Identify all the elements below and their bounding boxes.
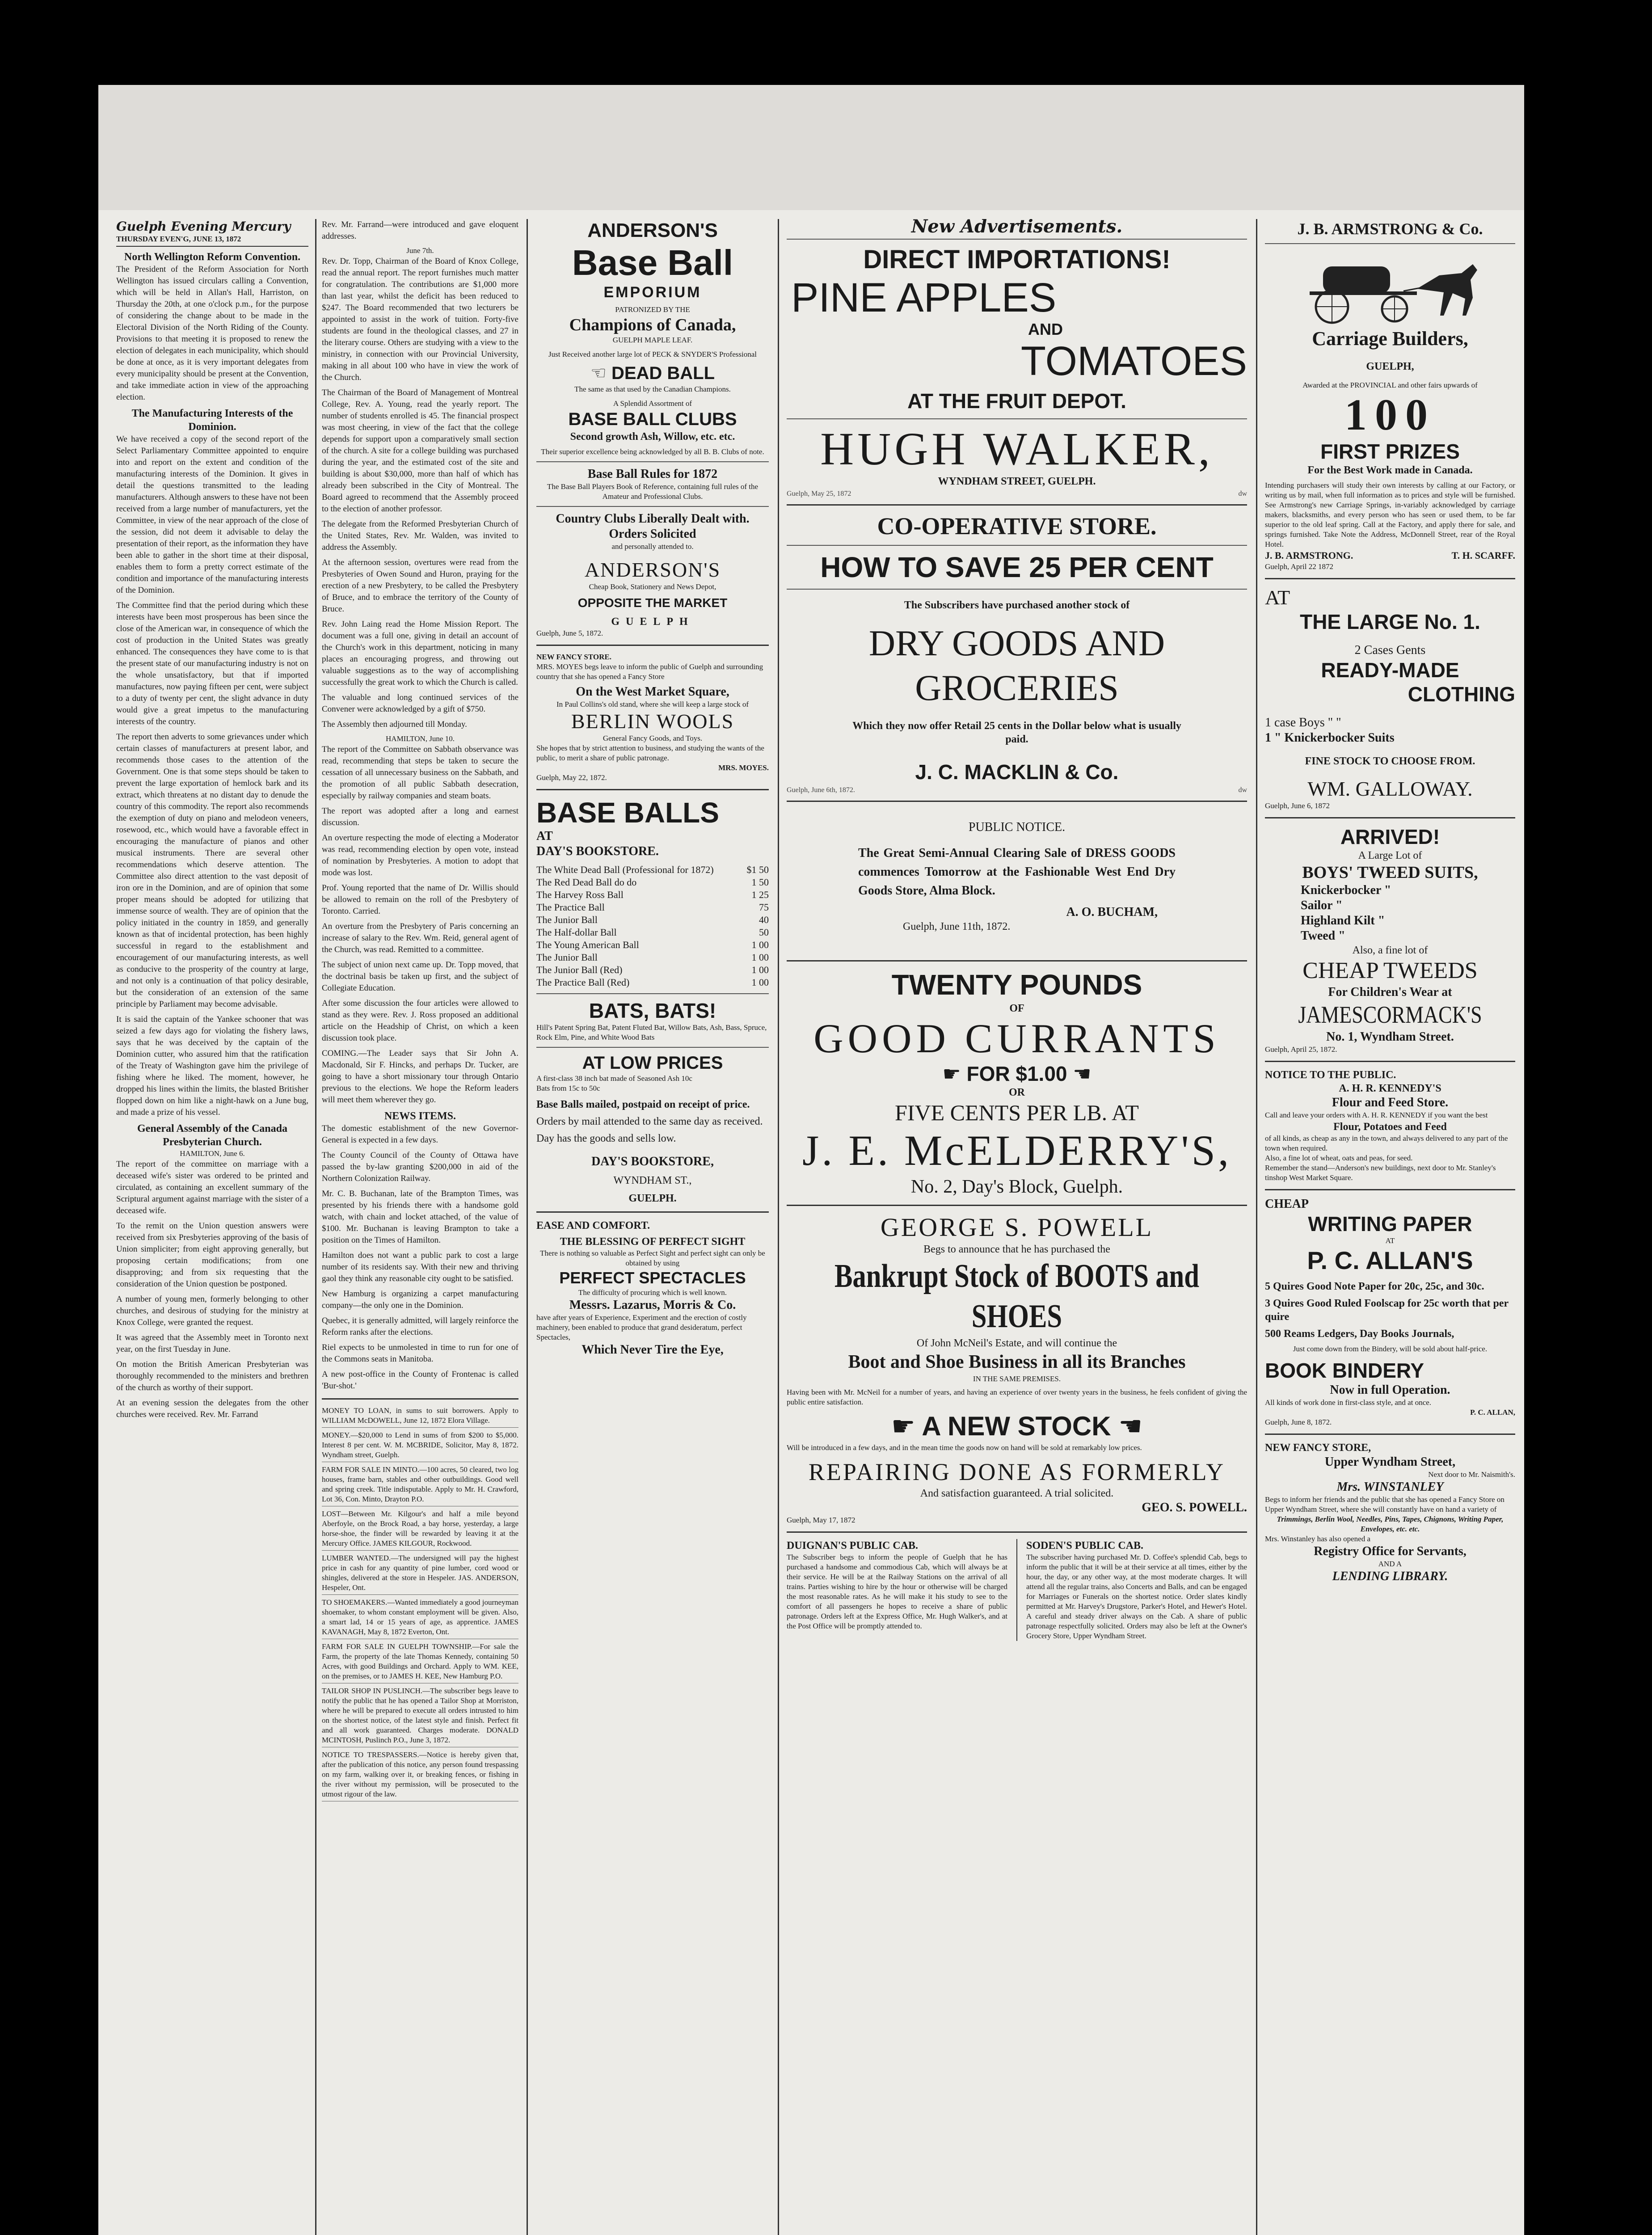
price-item: The Red Dead Ball do do	[536, 877, 637, 888]
ad-text: Intending purchasers will study their own interests by calling at our Factory, or writing us by mail, when full information as to prices and style will be furnished. See Armstrong's new Carriage Springs, in-variably acknowledged by carriage makers, blacksmiths, and every person who has seen or used them, to be far superior to the old leaf spring. Call at the Factory, and apply there for sale, and springs furnished. Take Note the Address, McDonnell Street, rear of the Royal Hotel.	[1265, 481, 1515, 548]
ad-text: Mrs. Winstanley has also opened a	[1265, 1535, 1371, 1543]
ad-heading: Registry Office for Servants,	[1314, 1544, 1467, 1558]
ad-heading: JAMESCORMACK'S	[1298, 1001, 1482, 1028]
article-paragraph: Riel expects to be unmolested in time to run for one of the Commons seats in Manitoba.	[322, 1343, 518, 1364]
ad-text: No. 1, Wyndham Street.	[1326, 1030, 1454, 1044]
price-row	[536, 964, 769, 976]
ad-text: AT	[1385, 1236, 1395, 1245]
ad-heading: BOOK BINDERY	[1265, 1359, 1424, 1382]
ad-text: Hill's Patent Spring Bat, Patent Fluted Bat, Willow Bats, Ash, Bass, Spruce, Rock Elm, Pine, and White Wood Bats	[536, 1023, 767, 1042]
column-rule	[1256, 219, 1257, 2235]
divider	[787, 545, 1247, 546]
masthead-name: Guelph Evening Mercury	[116, 219, 291, 234]
headline: North Wellington Reform Convention.	[124, 251, 301, 263]
ad-text: For the Best Work made in Canada.	[1307, 464, 1473, 476]
column-news	[322, 219, 518, 2235]
ad-heading: J. B. ARMSTRONG & Co.	[1297, 220, 1483, 238]
price-item: The White Dead Ball (Professional for 1872)	[536, 864, 714, 875]
divider	[322, 1398, 518, 1400]
ad-heading: WRITING PAPER	[1308, 1212, 1472, 1236]
price-item: The Practice Ball	[536, 902, 605, 913]
ad-heading: AT THE FRUIT DEPOT.	[907, 389, 1126, 413]
ad-heading: Country Clubs Liberally Dealt with. Orders Solicited	[556, 512, 750, 541]
ad-code: dw	[1238, 786, 1247, 794]
article-paragraph: To the remit on the Union question answers were received from six Presbyteries approving of the basis of Union simpliciter; from eight approving generally, but proposing certain modifications; from one disapproving; and from six requesting that the consideration of the Union question be postponed.	[116, 1221, 308, 1289]
ad-heading: Boot and Shoe Business in all its Branches	[848, 1352, 1186, 1372]
ad-date: Guelph, June 11th, 1872.	[903, 921, 1011, 932]
ad-heading: NEW FANCY STORE,	[1265, 1442, 1371, 1454]
article-paragraph: An overture from the Presbytery of Paris concerning an increase of salary to the Rev. Wm. Reid, general agent of the Church, was read. Remitted to a committee.	[322, 922, 518, 954]
price-row	[536, 939, 769, 951]
ad-heading: EASE AND COMFORT.	[536, 1220, 650, 1231]
ad-text: 1 case Boys " "	[1265, 716, 1341, 730]
ad-heading: AT LOW PRICES	[582, 1053, 723, 1073]
ad-signature: A. O. BUCHAM,	[1066, 905, 1158, 919]
divider	[536, 645, 769, 646]
headline: General Assembly of the Canada Presbyterian Church.	[137, 1123, 287, 1148]
ad-heading: J. E. McELDERRY'S,	[802, 1126, 1231, 1174]
classified-ad: LUMBER WANTED.—The undersigned will pay the highest price in cash for any quantity of pine lumber, cord wood or shingles, delivered at the store in Hespeler. JAS. ANDERSON, Hespeler, Ont.	[322, 1553, 518, 1595]
ad-heading: NEW FANCY STORE.	[536, 653, 611, 661]
divider	[536, 789, 769, 790]
ad-text: FIVE CENTS PER LB. AT	[895, 1100, 1139, 1125]
ad-text: AND	[1028, 320, 1063, 338]
dateline: HAMILTON, June 6.	[180, 1149, 245, 1158]
ad-heading: BASE BALL CLUBS	[568, 409, 737, 429]
divider	[787, 801, 1247, 802]
article-paragraph: The County Council of the County of Ottawa have passed the by-law granting $200,000 in aid of the Northern Colonization Railway.	[322, 1151, 518, 1183]
dateline: June 7th.	[406, 246, 434, 255]
article-paragraph: The report of the Committee on Sabbath observance was read, recommending that steps be taken to secure the cessation of all unnecessary business on the Sabbath, and the promotion of all public Sabbath desecration, especially by railway companies and steam boats.	[322, 745, 518, 801]
ad-heading: On the West Market Square,	[576, 685, 729, 699]
divider	[787, 1531, 1247, 1533]
price-list	[536, 864, 769, 989]
ad-heading: CLOTHING	[1408, 683, 1515, 706]
ad-heading: TOMATOES	[1020, 338, 1247, 384]
price-line: ☛ FOR $1.00 ☚	[942, 1062, 1092, 1085]
ad-text: For Children's Wear at	[1328, 985, 1452, 999]
article-paragraph: The domestic establishment of the new Governor-General is expected in a few days.	[322, 1124, 518, 1145]
article-paragraph: The Chairman of the Board of Management of Montreal College, Rev. A. Young, read the yearly report. The number of students enrolled is 45. The financial prospect was most cheering, in view of the fact that the college depends for support upon a comparatively small section of the church. A site for a college building was purchased during the year, and the estimated cost of the site and building is about $30,000, more than half of which has already been subscribed in the City of Montreal. The Board agreed to recommend that the Assembly proceed to the election of another professor.	[322, 388, 518, 514]
style-list	[1301, 883, 1515, 944]
ad-text: Base Balls mailed, postpaid on receipt of price.	[536, 1099, 750, 1110]
price-value: 40	[759, 914, 769, 925]
article-paragraph: A number of young men, formerly belonging to other churches, and desirous of studying for the ministry at Knox College, were granted the request.	[116, 1295, 308, 1327]
ad-text: A Large Lot of	[1358, 850, 1422, 861]
ad-text: OF	[1009, 1003, 1024, 1014]
ad-text: WYNDHAM ST.,	[613, 1175, 692, 1186]
ad-heading: HUGH WALKER,	[820, 423, 1214, 475]
article-paragraph: The report was adopted after a long and earnest discussion.	[322, 806, 518, 827]
price-item: The Practice Ball (Red)	[536, 977, 630, 988]
divider	[536, 506, 769, 507]
ad-heading: P. C. ALLAN'S	[1307, 1246, 1473, 1274]
ad-text: AT	[1265, 586, 1290, 609]
ad-title: ANDERSON'S	[587, 219, 718, 241]
divider	[787, 504, 1247, 506]
ad-heading: REPAIRING DONE AS FORMERLY	[808, 1459, 1226, 1485]
ad-heading: Flour and Feed Store.	[1332, 1096, 1449, 1109]
pointing-hand-icon: ☚	[1073, 1062, 1092, 1085]
classified-ad: FARM FOR SALE IN MINTO.—100 acres, 50 cleared, two log houses, frame barn, stables and other outbuildings. Good well and spring creek. Title indisputable. Apply to Mr. H. Crawford, Lot 36, Con. Minto, Drayton P.O.	[322, 1465, 518, 1506]
ad-subheading: EMPORIUM	[603, 284, 702, 301]
ad-signature: ANDERSON'S	[584, 558, 721, 581]
divider	[1265, 1061, 1515, 1062]
ad-heading: Mrs. WINSTANLEY	[1336, 1480, 1444, 1494]
price-item: The Junior Ball (Red)	[536, 964, 623, 975]
classified-ad: FARM FOR SALE IN GUELPH TOWNSHIP.—For sale the Farm, the property of the late Thomas Kennedy, containing 50 Acres, with good Buildings and Orchard. Apply to WM. KEE, on the premises, or to JAMES H. KEE, New Hamburg P.O.	[322, 1642, 518, 1683]
article-paragraph: On motion the British American Presbyterian was thoroughly recommended to the ministers and brethren of the church as worthy of their support.	[116, 1360, 308, 1392]
ad-text: Trimmings, Berlin Wool, Needles, Pins, Tapes, Chignons, Writing Paper, Envelopes, etc. etc.	[1277, 1515, 1504, 1533]
ad-text: Champions of Canada,	[569, 316, 736, 334]
price-value: $1 50	[746, 864, 769, 875]
classified-ad: TO SHOEMAKERS.—Wanted immediately a good journeyman shoemaker, to whom constant employment will be given. Also, a smart lad, 14 or 15 years of age, as apprentice. JAMES KAVANAGH, May 8, 1872 Everton, Ont.	[322, 1598, 518, 1639]
ad-text: 500 Reams Ledgers, Day Books Journals,	[1265, 1328, 1454, 1340]
ad-date: Guelph, May 25, 1872	[787, 490, 851, 498]
masthead-dateline: THURSDAY EVEN'G, JUNE 13, 1872	[116, 234, 308, 247]
ad-text: GUELPH MAPLE LEAF.	[612, 336, 693, 344]
ad-text: General Fancy Goods, and Toys.	[603, 734, 703, 742]
ad-text: Next door to Mr. Naismith's.	[1428, 1470, 1515, 1479]
divider	[787, 418, 1247, 419]
classified-ad: NOTICE TO TRESPASSERS.—Notice is hereby given that, after the publication of this notice, any person found trespassing on my farm, walking over it, or breaking fences, or fishing in the river without my permission, will be prosecuted to the utmost rigour of the law.	[322, 1750, 518, 1801]
ad-text: Which they now offer Retail 25 cents in the Dollar below what is usually paid.	[852, 720, 1181, 745]
ad-text: The Subscriber begs to inform the people of Guelph that he has purchased a handsome and commodious Cab, which will always be at their service. He will be at the Railway Stations on the arrival of all trains. Parties wishing to hire by the hour or otherwise will be charged the most reasonable rates. As he will make it his study to see to the comfort of all passengers he hopes to receive a share of public patronage. Orders left at the Express Office, Mr. Hugh Walker's, and at the Post Office will be promptly attended to.	[787, 1553, 1007, 1630]
price-row	[536, 901, 769, 914]
ad-heading: FIRST PRIZES	[1320, 440, 1460, 463]
ad-text: Just come down from the Bindery, will be sold about half-price.	[1293, 1345, 1488, 1353]
ad-signature: DAY'S BOOKSTORE,	[591, 1155, 714, 1168]
ad-heading: Bankrupt Stock of BOOTS and SHOES	[834, 1258, 1200, 1335]
ad-date: Guelph, April 25, 1872.	[1265, 1045, 1337, 1054]
article-paragraph: Rev. John Laing read the Home Mission Report. The document was a full one, giving in detail an account of the Church's work in this department, noticing in many places an encouraging progress, and throwing out valuable suggestions as to the way of accomplishing successfully the great work to which the Church is called.	[322, 620, 518, 687]
ad-heading: BOYS' TWEED SUITS,	[1302, 863, 1478, 882]
price-row	[536, 914, 769, 926]
price-row	[536, 951, 769, 964]
price-value: 50	[759, 927, 769, 938]
ad-text: AND A	[1378, 1560, 1402, 1568]
ad-text: The same as that used by the Canadian Champions.	[574, 385, 731, 393]
column-baseball-ads	[536, 219, 769, 2235]
divider	[536, 1047, 769, 1048]
divider	[1265, 578, 1515, 579]
ad-code: dw	[1238, 490, 1247, 498]
price-value: 75	[759, 902, 769, 913]
article-paragraph: The valuable and long continued services of the Convener were acknowledged by a gift of $750.	[322, 693, 518, 714]
ad-signature: MRS. MOYES.	[718, 763, 769, 772]
article-paragraph: The subject of union next came up. Dr. Topp moved, that the doctrinal basis be taken up first, and the subject of Collegiate Education.	[322, 960, 518, 993]
ad-heading: Messrs. Lazarus, Morris & Co.	[569, 1298, 736, 1312]
price-item: The Young American Ball	[536, 939, 639, 950]
article-paragraph: The Assembly then adjourned till Monday.	[322, 720, 467, 729]
ad-heading: GOOD CURRANTS	[813, 1016, 1220, 1061]
divider	[1265, 1189, 1515, 1190]
price-row	[536, 864, 769, 876]
ad-heading: SODEN'S PUBLIC CAB.	[1026, 1540, 1144, 1552]
ad-heading: READY-MADE	[1321, 658, 1459, 682]
ad-signature: T. H. SCARFF.	[1451, 550, 1515, 561]
ad-heading: CO-OPERATIVE STORE.	[877, 513, 1157, 540]
ad-heading: LENDING LIBRARY.	[1332, 1569, 1448, 1583]
ad-text: No. 2, Day's Block, Guelph.	[910, 1177, 1123, 1197]
ad-date: Guelph, May 17, 1872	[787, 1516, 856, 1524]
article-paragraph: New Hamburg is organizing a carpet manufacturing company—the only one in the Dominion.	[322, 1289, 518, 1310]
section-heading: New Advertisements.	[911, 219, 1123, 237]
ad-heading: TWENTY POUNDS	[891, 969, 1142, 1001]
price-item: The Junior Ball	[536, 914, 598, 925]
price-value: 1 00	[751, 939, 769, 950]
style-item: Knickerbocker "	[1301, 883, 1391, 897]
ad-text: There is nothing so valuable as Perfect Sight and perfect sight can only be obtained by using	[540, 1249, 765, 1267]
ad-heading: THE BLESSING OF PERFECT SIGHT	[560, 1236, 746, 1248]
style-item: Sailor "	[1301, 898, 1343, 912]
article-paragraph: We have received a copy of the second report of the Select Parliamentary Committee appointed to enquire into and report on the extent and condition of the manufacturing interests of the Dominion. It gives in detail the questions transmitted to the leading manufacturers. Although answers to these have not been received from a large number of manufacturers, yet the Committee, in view of the near approach of the close of the session, did not deem it advisable to delay the presentation of their report, as the information they have been able to gather in the short time at their disposal, enables them to form a pretty correct estimate of the condition and importance of the manufacturing interests of the Dominion.	[116, 434, 308, 595]
ad-text: and personally attended to.	[611, 542, 694, 551]
ad-text: Now in full Operation.	[1330, 1383, 1450, 1397]
classified-ad: LOST—Between Mr. Kilgour's and half a mile beyond Aberfoyle, on the Brock Road, a bay horse, yesterday, a large horse-shoe, the finder will be rewarded by leaving it at the Mercury Office. JAMES KILGOUR, Rockwood.	[322, 1509, 518, 1551]
ad-text: AT	[536, 829, 553, 843]
divider	[536, 993, 769, 994]
article-paragraph: Prof. Young reported that the name of Dr. Willis should be allowed to remain on the roll of the Presbytery of Toronto. Carried.	[322, 883, 518, 916]
ad-text: The Base Ball Players Book of Reference, containing full rules of the Amateur and Professional Clubs.	[547, 482, 759, 501]
blank-header-area	[98, 85, 1524, 210]
column-new-advertisements	[787, 219, 1247, 2235]
ad-heading: ARRIVED!	[1340, 825, 1440, 848]
ad-text: And satisfaction guaranteed. A trial solicited.	[920, 1488, 1114, 1499]
price-item: The Half-dollar Ball	[536, 927, 617, 938]
article-paragraph: COMING.—The Leader says that Sir John A. Macdonald, Sir F. Hincks, and perhaps Dr. Tucker, are going to have a short missionary tour through Ontario previous to the elections. We hope the Reform leaders will meet them wherever they go.	[322, 1049, 518, 1105]
pointing-hand-icon: ☛	[942, 1062, 961, 1085]
ad-text: She hopes that by strict attention to business, and studying the wants of the public, to merit a share of public patronage.	[536, 744, 764, 762]
price-row	[536, 976, 769, 989]
price-row	[536, 876, 769, 889]
ad-heading: DIRECT IMPORTATIONS!	[863, 245, 1171, 274]
ad-text: 3 Quires Good Ruled Foolscap for 25c worth that per quire	[1265, 1298, 1509, 1323]
divider	[1265, 243, 1515, 244]
article-paragraph: The delegate from the Reformed Presbyterian Church of the United States, Rev. Mr. Walden, was invited to address the Assembly.	[322, 519, 518, 552]
ad-text: Also, a fine lot of wheat, oats and peas, for seed.	[1265, 1154, 1413, 1162]
ad-heading: Which Never Tire the Eye,	[582, 1343, 724, 1357]
article-paragraph: At an evening session the delegates from the other churches were received. Rev. Mr. Farrand	[116, 1398, 308, 1419]
ad-text: The subscriber having purchased Mr. D. Coffee's splendid Cab, begs to inform the public that it will be at their service at all times, either by the hour, the day, or any other way, at the most moderate charges. It will attend all the regular trains, also Concerts and Balls, and can be engaged for Marriages or Funerals on the shortest notice. Order slates kindly permitted at Mr. Harvey's Drugstore, Parker's Hotel, and Hewer's Hotel. A careful and steady driver always on the Cab. A share of public patronage respectfully solicited. Orders may also be left at the Owner's Grocery Store, Upper Wyndham Street.	[1026, 1553, 1247, 1640]
ad-heading: BERLIN WOOLS	[571, 710, 734, 733]
ad-signature: WM. GALLOWAY.	[1307, 777, 1473, 800]
newspaper-page	[98, 85, 1524, 2235]
ad-text: OR	[1009, 1087, 1025, 1098]
article-paragraph: The report then adverts to some grievances under which certain classes of manufacturers at present labor, and recommends those cases to the attention of the Government. One is that some steps should be taken to prevent the large exportation of hemlock bark and its extract, which threatens at no distant day to denude the country of this commodity. The report also recommends the exemption of duty on piano and melodeon veneers, rosewood, etc., which would have a favorable effect in encouraging the manufacture of pianos and other musical instruments. There are several other recommendations which deserve attention. The Committee also direct attention to the vast deposit of iron ore in the Dominion, and are of opinion that some proper means should be adopted for utilizing that immense source of wealth. They are of opinion that the policy initiated in the country in 1859, and generally known as that of incidental protection, has been highly successful in regard to the establishment and encouragement of our manufacturing interests, as well as conducive to the prosperity of the country at large, and not only is a continuation of that policy desirable, but the consideration of an extension of the same principle by Parliament may become advisable.	[116, 732, 308, 1009]
dead-ball-line: ☜ DEAD BALL	[536, 362, 769, 384]
ad-date: Guelph, June 5, 1872.	[536, 629, 603, 637]
ad-text: A. H. R. KENNEDY'S	[1339, 1083, 1441, 1094]
ad-heading: NOTICE TO THE PUBLIC.	[1265, 1069, 1396, 1081]
dateline: HAMILTON, June 10.	[386, 734, 455, 743]
cab-ads	[787, 1539, 1247, 1641]
ad-text: Just Received another large lot of PECK & SNYDER'S Professional	[548, 350, 757, 358]
classified-ad: MONEY TO LOAN, in sums to suit borrowers. Apply to WILLIAM McDOWELL, June 12, 1872 Elora Village.	[322, 1406, 518, 1428]
article-paragraph: An overture respecting the mode of electing a Moderator was read, recommending election by open vote, instead of nomination by Presbyteries. A motion to adopt that mode was lost.	[322, 833, 518, 877]
headline: The Manufacturing Interests of the Dominion.	[131, 408, 293, 433]
ad-text: Second growth Ash, Willow, etc. etc.	[570, 431, 735, 443]
classified-ad: MONEY.—$20,000 to Lend in sums of from $200 to $5,000. Interest 8 per cent. W. M. MCBRIDE, Solicitor, May 8, 1872. Wyndham street, Guelph.	[322, 1430, 518, 1462]
column-rule	[315, 219, 316, 2235]
article-paragraph: After some discussion the four articles were allowed to stand as they were. Rev. J. Ross proposed an additional article on the Headship of Christ, on which a keen discussion took place.	[322, 999, 518, 1043]
pointing-hand-icon: ☚	[1118, 1411, 1143, 1441]
divider	[536, 1211, 769, 1213]
article-paragraph: It was agreed that the Assembly meet in Toronto next year, on the first Tuesday in June.	[116, 1333, 308, 1354]
article-paragraph: Mr. C. B. Buchanan, late of the Brampton Times, was presented by his friends there with a handsome gold watch, with chain and locket attached, of the value of $100. Mr. Buchanan is leaving Brampton to take a position on the Times of Hamilton.	[322, 1189, 518, 1245]
price-value: 1 50	[751, 877, 769, 888]
classified-ad: TAILOR SHOP IN PUSLINCH.—The subscriber begs leave to notify the public that he has opened a Tailor Shop at Morriston, where he will be prepared to execute all orders intrusted to him on the shortest notice, of the latest style and finish. Perfect fit and all work guaranteed. Charges moderate. DONALD MCINTOSH, Puslinch P.O., June 3, 1872.	[322, 1686, 518, 1747]
price-item: The Harvey Ross Ball	[536, 889, 624, 900]
ad-heading: Carriage Builders,	[1312, 328, 1468, 350]
divider	[787, 589, 1247, 590]
price-item: The Junior Ball	[536, 952, 598, 963]
ad-text: Day has the goods and sells low.	[536, 1133, 676, 1144]
headline: NEWS ITEMS.	[384, 1110, 456, 1122]
ad-text: WYNDHAM STREET, GUELPH.	[938, 476, 1096, 487]
ad-text: Also, a fine lot of	[1352, 945, 1428, 956]
column-editorial	[116, 219, 308, 2235]
ad-text: Bats from 15c to 50c	[536, 1084, 600, 1092]
ad-text: GUELPH.	[628, 1193, 677, 1204]
ad-text: 1 " Knickerbocker Suits	[1265, 731, 1395, 745]
ad-text: have after years of Experience, Experiment and the erection of costly machinery, been enabled to produce that grand desideratum, perfect Spectacles,	[536, 1313, 747, 1341]
ad-text: Begs to inform her friends and the public that she has opened a Fancy Store on Upper Wyndham Street, where she will constantly have on hand a variety of	[1265, 1495, 1504, 1514]
ad-heading: DAY'S BOOKSTORE.	[536, 844, 659, 858]
ad-text: Begs to announce that he has purchased the	[923, 1244, 1110, 1255]
ad-text: A first-class 38 inch bat made of Seasoned Ash 10c	[536, 1074, 692, 1083]
ad-heading: DUIGNAN'S PUBLIC CAB.	[787, 1540, 919, 1552]
ad-text: Upper Wyndham Street,	[1324, 1455, 1456, 1469]
ad-text: The difficulty of procuring which is well known.	[578, 1288, 727, 1297]
divider	[787, 1205, 1247, 1206]
ad-heading: DRY GOODS AND GROCERIES	[868, 623, 1165, 708]
ad-heading: PINE APPLES	[791, 275, 1057, 320]
ad-text: Remember the stand—Anderson's new buildings, next door to Mr. Stanley's tinshop West Market Square.	[1265, 1164, 1496, 1182]
ad-date: Guelph, June 8, 1872.	[1265, 1418, 1332, 1426]
ad-text: IN THE SAME PREMISES.	[973, 1375, 1061, 1383]
ad-signature: GEO. S. POWELL.	[1142, 1501, 1247, 1514]
article-paragraph: The Committee find that the period during which these interests have been most prosperous has been since the close of the American war, in consequence of which the cost of production in the United States was greatly enhanced. The consequences they have come to is that the present state of our manufacturing industry is not on the whole unsatisfactory, but that if imported manufactures, now paying fifteen per cent, were subject to a duty of twenty per cent, the slight advance in duty would give a great impetus to the manufacturing interests of the country.	[116, 601, 308, 726]
ad-text: OPPOSITE THE MARKET	[577, 596, 728, 610]
style-item: Tweed "	[1301, 929, 1345, 943]
ad-text: Of John McNeil's Estate, and will continue the	[916, 1337, 1117, 1349]
ad-heading: BATS, BATS!	[589, 999, 716, 1022]
article-paragraph: The President of the Reform Association for North Wellington has issued circulars calling a Convention, which will be held in Allan's Hall, Harriston, on Thursday the 20th, at one o'clock p.m., for the purpose of considering the change about to be made in the Electoral Division of the North Riding of the County. Provisions to that meeting it is proposed to renew the election of delegates in each municipality, which should be done at once, as it is very important delegates from every municipality should be present at the Convention, and take immediate action in view of the approaching election.	[116, 265, 308, 402]
ad-text: A Splendid Assortment of	[613, 399, 692, 408]
price-value: 1 00	[751, 964, 769, 975]
ad-text: All kinds of work done in first-class style, and at once.	[1265, 1398, 1432, 1407]
column-right-ads	[1265, 219, 1515, 2235]
divider	[1265, 1434, 1515, 1435]
ad-heading: BASE BALLS	[536, 797, 719, 829]
divider	[787, 239, 1247, 240]
column-rule	[527, 219, 528, 2235]
ad-text: The Subscribers have purchased another stock of	[904, 599, 1130, 611]
ad-text: MRS. MOYES begs leave to inform the public of Guelph and surrounding country that she has opened a Fancy Store	[536, 662, 763, 681]
ad-text: 2 Cases Gents	[1354, 643, 1426, 657]
price-value: 1 00	[751, 952, 769, 963]
ad-heading: CHEAP TWEEDS	[1302, 958, 1478, 983]
ad-heading: Base Ball	[572, 243, 733, 283]
ad-text: GUELPH,	[1366, 361, 1414, 372]
price-value: 1 25	[751, 889, 769, 900]
carriage-illustration	[1265, 249, 1515, 327]
article-paragraph: The report of the committee on marriage with a deceased wife's sister was ordered to be printed and circulated, as containing an excellent summary of the Scriptural argument against marriage with the sister of a deceased wife.	[116, 1160, 308, 1215]
ad-date: Guelph, June 6th, 1872.	[787, 786, 855, 794]
ad-heading: GEORGE S. POWELL	[880, 1213, 1154, 1242]
article-paragraph: It is said the captain of the Yankee schooner that was seized a few days ago for violating the fishery laws, says that he was deceived by the captain of the Dominion cutter, who assured him that the ratification of the Treaty of Washington gave him the privilege of fishing where he liked. The moment, however, he dropped his lines within the limits, the blasted Britisher flopped down on him like a night-hawk on a June bug, and made a prize of his vessel.	[116, 1015, 308, 1117]
price-value: 1 00	[751, 977, 769, 988]
ad-text: Call and leave your orders with A. H. R. KENNEDY if you want the best	[1265, 1111, 1488, 1119]
ad-heading: PERFECT SPECTACLES	[559, 1269, 746, 1287]
column-rule	[1016, 1539, 1017, 1641]
article-paragraph: Quebec, it is generally admitted, will largely reinforce the Reform ranks after the elections.	[322, 1316, 518, 1337]
ad-heading: Base Ball Rules for 1872	[587, 467, 718, 481]
ad-text: Their superior excellence being acknowledged by all B. B. Clubs of note.	[541, 447, 764, 456]
pointing-hand-icon: ☛	[891, 1411, 915, 1441]
classified-ads	[322, 1406, 518, 1801]
article-paragraph: Hamilton does not want a public park to cost a large number of its residents say. With their new and thriving gaol they think any reasonable city ought to be satisfied.	[322, 1251, 518, 1283]
ad-heading: PUBLIC NOTICE.	[968, 820, 1066, 834]
column-rule	[778, 219, 779, 2235]
ad-text: GUELPH	[611, 616, 694, 628]
ad-text: In Paul Collins's old stand, where she will keep a large stock of	[556, 700, 749, 708]
ad-signature: J. B. ARMSTRONG.	[1265, 550, 1353, 561]
price-row	[536, 926, 769, 939]
ad-text: Orders by mail attended to the same day as received.	[536, 1116, 763, 1127]
ad-heading: HOW TO SAVE 25 PER CENT	[820, 551, 1214, 583]
prize-count: 100	[1344, 390, 1436, 439]
ad-text: CHEAP	[1265, 1197, 1309, 1211]
ad-date: Guelph, April 22 1872	[1265, 562, 1333, 571]
ad-text: of all kinds, as cheap as any in the town, and always delivered to any part of the town when required.	[1265, 1134, 1508, 1152]
ad-text: FINE STOCK TO CHOOSE FROM.	[1305, 755, 1475, 767]
ad-date: Guelph, June 6, 1872	[1265, 801, 1330, 810]
ad-text: 5 Quires Good Note Paper for 20c, 25c, and 30c.	[1265, 1281, 1484, 1292]
ad-heading: THE LARGE No. 1.	[1300, 610, 1480, 633]
new-stock-line: ☛ A NEW STOCK ☚	[787, 1410, 1247, 1443]
ad-text: PATRONIZED BY THE	[615, 305, 690, 314]
ad-text: Having been with Mr. McNeil for a number of years, and having an experience of over twenty years in the business, he feels confident of giving the public entire satisfaction.	[787, 1388, 1247, 1406]
ad-signature: P. C. ALLAN,	[1470, 1408, 1515, 1417]
article-paragraph: A new post-office in the County of Frontenac is called 'Bur-shot.'	[322, 1370, 518, 1391]
price-row	[536, 889, 769, 901]
ad-heading: Flour, Potatoes and Feed	[1333, 1121, 1447, 1133]
article-paragraph: Rev. Mr. Farrand—were introduced and gave eloquent addresses.	[322, 220, 518, 241]
divider	[536, 461, 769, 462]
pointing-hand-icon: ☜	[590, 363, 607, 383]
divider	[1265, 817, 1515, 818]
divider	[787, 960, 1247, 961]
style-item: Highland Kilt "	[1301, 914, 1385, 928]
ad-signature: J. C. MACKLIN & Co.	[915, 760, 1119, 784]
article-paragraph: Rev. Dr. Topp, Chairman of the Board of Knox College, read the annual report. The report furnishes much matter for congratulation. The contributions are $1,000 more than last year, whilst the deficit has been reduced to $247. The Board recommended that two lecturers be appointed to assist in the work of tuition. Forty-five students are found in the theological classes, and 27 in the literary course. Others are studying with a view to the ministry, in connection with our Provincial University, making in all about 100 who have in view the work of the Church.	[322, 257, 518, 382]
ad-date: Guelph, May 22, 1872.	[536, 773, 607, 782]
ad-text: Will be introduced in a few days, and in the mean time the goods now on hand will be sold at remarkably low prices.	[787, 1443, 1142, 1452]
ad-text: Cheap Book, Stationery and News Depot,	[589, 582, 716, 591]
article-paragraph: At the afternoon session, overtures were read from the Presbyteries of Owen Sound and Huron, praying for the erection of a new Presbytery, to be called the Presbytery of Bruce, and to embrace the territory of the County of Bruce.	[322, 558, 518, 614]
ad-text: Awarded at the PROVINCIAL and other fairs upwards of	[1302, 381, 1478, 389]
ad-text: The Great Semi-Annual Clearing Sale of DRESS GOODS commences Tomorrow at the Fashionable West End Dry Goods Store, Alma Block.	[858, 846, 1176, 898]
